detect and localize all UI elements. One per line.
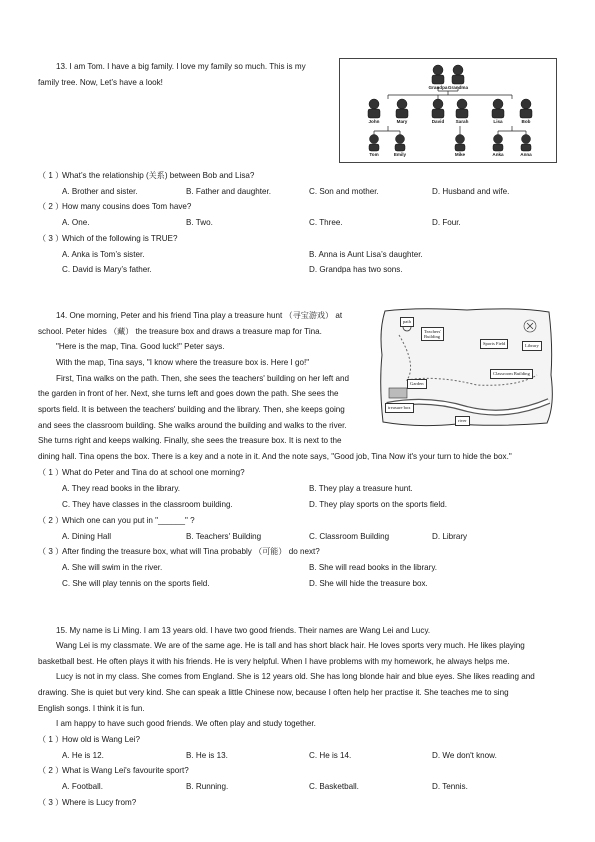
map-label-teachers-building (421, 327, 444, 341)
q13-3-option-d[interactable]: D. Grandpa has two sons. (309, 265, 403, 274)
q14-1-option-d[interactable]: D. They play sports on the sports field. (309, 500, 447, 509)
q14-line5: First, Tina walks on the path. Then, she sees the teachers' building on her left and (56, 374, 349, 383)
q14-line4: With the map, Tina says, "I know where the treasure box is. Here I go!" (56, 358, 310, 367)
tree-label-grandma: Grandma (447, 85, 469, 90)
map-label-river: river (455, 416, 470, 426)
q13-1-option-b[interactable]: B. Father and daughter. (186, 187, 272, 196)
tree-label-anna: Anna (520, 152, 532, 157)
tree-label-sarah: Sarah (455, 119, 469, 124)
q14-2-option-d[interactable]: D. Library (432, 532, 468, 541)
q15-line5: drawing. She is quiet but very kind. She can speak a little Chinese now, because I often help her practise it. She teaches me to sing (38, 688, 509, 697)
q13-intro-line2: family tree. Now, Let’s have a look! (38, 78, 163, 87)
q15-2-option-c[interactable]: C. Basketball. (309, 782, 359, 791)
tree-label-mary: Mary (396, 119, 408, 124)
treasure-map-figure (377, 305, 557, 430)
q14-1-option-b[interactable]: B. They play a treasure hunt. (309, 484, 413, 493)
q15-3-question: Where is Lucy from? (62, 798, 137, 807)
q15-1-number: （ 1 ） (38, 735, 64, 744)
q13-1-question: What’s the relationship (关系) between Bob and Lisa? (62, 171, 255, 180)
q15-2-question: What is Wang Lei's favourite sport? (62, 766, 189, 775)
q14-3-option-b[interactable]: B. She will read books in the library. (309, 563, 438, 572)
q13-2-option-a[interactable]: A. One. (62, 218, 90, 227)
q14-line3: "Here is the map, Tina. Good luck!" Peter says. (56, 342, 225, 351)
q13-3-option-b[interactable]: B. Anna is Aunt Lisa’s daughter. (309, 250, 423, 259)
tree-label-anka: Anka (492, 152, 504, 157)
q14-1-option-c[interactable]: C. They have classes in the classroom building. (62, 500, 233, 509)
q15-line6: English songs. I think it is fun. (38, 704, 145, 713)
q13-1-option-a[interactable]: A. Brother and sister. (62, 187, 138, 196)
q15-2-number: （ 2 ） (38, 766, 64, 775)
q13-2-question: How many cousins does Tom have? (62, 202, 192, 211)
family-tree-figure (339, 58, 557, 163)
tree-label-john: John (368, 119, 380, 124)
q15-1-option-c[interactable]: C. He is 14. (309, 751, 352, 760)
q14-2-question-end: " ? (185, 516, 195, 525)
q14-3-option-d[interactable]: D. She will hide the treasure box. (309, 579, 428, 588)
q14-1-option-a[interactable]: A. They read books in the library. (62, 484, 181, 493)
q15-3-number: （ 3 ） (38, 798, 64, 807)
tree-label-mike: Mike (454, 152, 466, 157)
q14-2-question-text: Which one can you put in " (62, 516, 159, 525)
map-label-building: Building (424, 334, 441, 339)
q14-2-question (62, 516, 195, 527)
map-label-sports-field: Sports Field (480, 339, 508, 349)
q15-2-option-b[interactable]: B. Running. (186, 782, 229, 791)
q15-line4: Lucy is not in my class. She comes from England. She is 12 years old. She has long blonde hair and blue eyes. She likes reading and (56, 672, 535, 681)
q14-3-option-a[interactable]: A. She will swim in the river. (62, 563, 163, 572)
map-label-treasure-box: treasure box (385, 403, 414, 413)
q14-line2: school. Peter hides （藏） the treasure box and draws a treasure map for Tina. (38, 327, 322, 336)
tree-label-bob: Bob (521, 119, 531, 124)
q14-1-number: （ 1 ） (38, 468, 64, 477)
q14-line6: the garden in front of her. Next, she turns left and goes down the path. She sees the (38, 389, 339, 398)
map-label-teachers: Teachers' (424, 329, 442, 334)
q15-line1: 15. My name is Li Ming. I am 13 years old. I have two good friends. Their names are Wang Lei and Lucy. (56, 626, 431, 635)
q13-1-option-d[interactable]: D. Husband and wife. (432, 187, 510, 196)
family-tree-lines (340, 59, 556, 162)
q14-1-question: What do Peter and Tina do at school one morning? (62, 468, 245, 477)
q13-2-option-b[interactable]: B. Two. (186, 218, 213, 227)
q13-1-number: （ 1 ） (38, 171, 64, 180)
map-label-library: Library (522, 341, 542, 351)
tree-label-grandpa: Grandpa (428, 85, 448, 90)
q13-intro-line1: 13. I am Tom. I have a big family. I love my family so much. This is my (56, 62, 306, 71)
q15-1-option-b[interactable]: B. He is 13. (186, 751, 228, 760)
q13-3-question: Which of the following is TRUE? (62, 234, 178, 243)
q15-1-option-a[interactable]: A. He is 12. (62, 751, 104, 760)
q15-line2: Wang Lei is my classmate. We are of the same age. He is tall and has short black hair. He loves sports very much. He likes playing (56, 641, 525, 650)
q13-2-option-c[interactable]: C. Three. (309, 218, 343, 227)
q14-3-question: After finding the treasure box, what will Tina probably （可能） do next? (62, 547, 320, 556)
q13-3-option-c[interactable]: C. David is Mary’s father. (62, 265, 152, 274)
q15-2-option-a[interactable]: A. Football. (62, 782, 103, 791)
q15-1-question: How old is Wang Lei? (62, 735, 140, 744)
q14-2-blank: ______ (158, 516, 186, 525)
q14-2-option-b[interactable]: B. Teachers' Building (186, 532, 262, 541)
q14-3-number: （ 3 ） (38, 547, 64, 556)
q13-2-option-d[interactable]: D. Four. (432, 218, 461, 227)
q15-line3: basketball best. He often plays it with his friends. He is very helpful. When I have problems with my homework, he always helps me. (38, 657, 510, 666)
q14-2-option-a[interactable]: A. Dining Hall (62, 532, 112, 541)
q14-2-option-c[interactable]: C. Classroom Building (309, 532, 390, 541)
q13-3-number: （ 3 ） (38, 234, 64, 243)
q14-line8: and sees the classroom building. She walks around the building and walks to the river. (38, 421, 347, 430)
q15-2-option-d[interactable]: D. Tennis. (432, 782, 468, 791)
q14-line9: She turns right and keeps walking. Finally, she sees the treasure box. It is next to the (38, 436, 342, 445)
q14-3-option-c[interactable]: C. She will play tennis on the sports field. (62, 579, 210, 588)
map-label-garden: Garden (407, 379, 427, 389)
q14-line1: 14. One morning, Peter and his friend Tina play a treasure hunt （寻宝游戏） at (56, 311, 343, 320)
tree-label-tom: Tom (369, 152, 379, 157)
q13-3-option-a[interactable]: A. Anka is Tom’s sister. (62, 250, 145, 259)
tree-label-david: David (431, 119, 445, 124)
q15-1-option-d[interactable]: D. We don't know. (432, 751, 497, 760)
q13-1-option-c[interactable]: C. Son and mother. (309, 187, 379, 196)
q14-line7: sports field. It is between the teachers' building and the library. Then, she keeps going (38, 405, 345, 414)
q15-line7: I am happy to have such good friends. We often play and study together. (56, 719, 316, 728)
q14-2-number: （ 2 ） (38, 516, 64, 525)
tree-label-lisa: Lisa (493, 119, 503, 124)
map-label-path: path (400, 317, 414, 327)
tree-label-emily: Emily (393, 152, 407, 157)
q13-2-number: （ 2 ） (38, 202, 64, 211)
map-label-classroom-building: Classroom Building (490, 369, 533, 379)
q14-line10: dining hall. Tina opens the box. There is a key and a note in it. And the note says, "Good job, Tina Now it's your turn to hide the box." (38, 452, 512, 461)
